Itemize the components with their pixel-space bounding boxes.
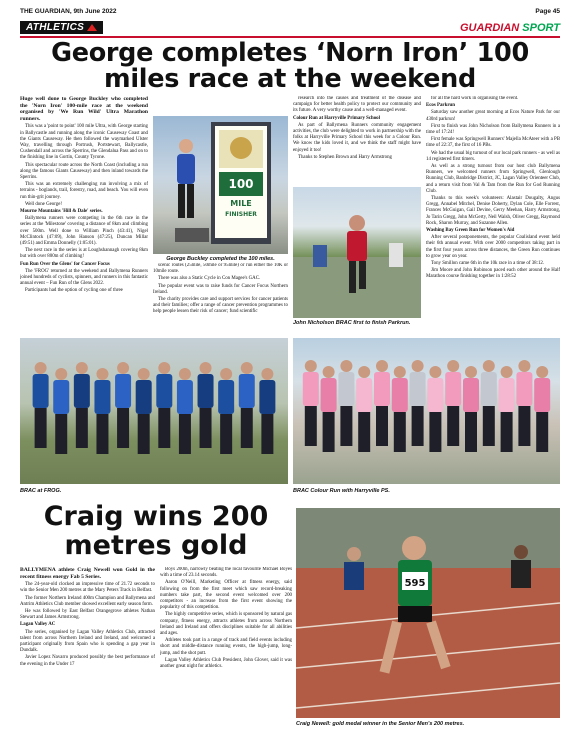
person-figure (410, 360, 426, 446)
story2-column-1 (20, 567, 155, 727)
body-paragraph: Saturday saw another great morning at Ecos Nature Park for our 430rd parkrun! (426, 110, 560, 122)
photo-george-finish (153, 116, 288, 254)
story1-headline (20, 40, 560, 92)
person-figure (303, 360, 319, 446)
body-paragraph: research into the causes and treatment of the disease and campaign for better health policy to protect our community and its future. A very worthy cause and a well-managed event. (293, 96, 421, 114)
section-label: ATHLETICS (26, 22, 85, 33)
person-figure (156, 362, 172, 448)
sign-100-text: 100 (228, 177, 254, 191)
person-figure (481, 360, 497, 446)
body-paragraph: Jim Moore and John Robinson paced each other around the Half Marathon course finishing together in 1:28:52 (426, 268, 560, 280)
paper-date: THE GUARDIAN, 9th June 2022 (20, 7, 117, 15)
person-figure (218, 368, 234, 454)
brand-guardian: GUARDIAN (459, 21, 520, 34)
body-paragraph: After several postponements, the popular Coalisland event held their 6th annual event. With over 2000 competitors taking part in the first four years across three distances, the Green Run continues to grow year on year. (426, 235, 560, 259)
story1-column-3 (293, 96, 421, 184)
subheading: Ecos Parkrun (426, 103, 455, 109)
body-paragraph: Athletes took part in a range of track and field events including short and middle-distance running events, the high-jump, long-jump, and the shot putt. (160, 638, 292, 656)
body-paragraph: The 24-year-old clocked an impressive time of 21.72 seconds to win the Senior Men 200 metres at the Mary Peters Track in Belfast. (20, 582, 155, 594)
story2-headline-line2: metres gold (64, 530, 248, 561)
person-figure (392, 366, 408, 452)
photo-nicholson-parkrun (293, 187, 421, 318)
brand-sport: SPORT (522, 21, 560, 34)
lead-paragraph: Huge well done to George Buckley who completed the 'Norn Iron' 100-mile race at the weekend organised by 'We Run Wild' Ultra Marathon runners. (20, 96, 148, 122)
subheading: Washing Bay Green Run for Women's Aid (426, 228, 515, 234)
person-figure (534, 366, 550, 452)
body-paragraph: The former Northern Ireland 400m Champion and Ballymena and Antrim Athletics Club member showed excellent early season form. (20, 595, 155, 607)
body-paragraph: As part of Ballymena Runners community engagement activities, the club were delighted to work in partnership with the folks at Harryville Primary School this week for a Colour Run. We know the kids loved it, and we think the staff might have enjoyed it too! (293, 122, 421, 153)
photo-brac-frog-caption: BRAC at FROG. (20, 488, 62, 494)
body-paragraph: Lagan Valley Athletics Club President, John Glover, said it was another great night for athletics. (160, 657, 292, 670)
photo-craig-art (296, 508, 560, 718)
photo-parkrun-art (293, 187, 421, 318)
person-figure (136, 368, 152, 454)
body-paragraph: for all the hard work in organising the event. (431, 96, 519, 101)
person-figure (33, 362, 49, 448)
photo-george-finish-art (153, 116, 288, 254)
person-figure (239, 362, 255, 448)
body-paragraph: First female was Springwell Runners' Majella McAteer with a PB time of 22:37, the first of 16 PBs. (426, 137, 560, 149)
person-figure (516, 360, 532, 446)
runner-bib-number: 595 (404, 578, 426, 589)
photo-brac-frog-art (20, 338, 288, 484)
subheading: Colour Run at Harryville Primary School (293, 115, 380, 121)
photo-brac-frog (20, 338, 288, 484)
body-paragraph: Tony Smillon came 6th in the 10k race in a time of 38:12. (431, 261, 545, 267)
person-figure (53, 368, 69, 454)
person-figure (198, 362, 214, 448)
photo-craig-caption: Craig Newell: gold medal winner in the Senior Men's 200 metres. (296, 721, 465, 727)
triangle-icon (87, 24, 97, 31)
body-paragraph: Thanks to this week's volunteers: Alastair Dougalty, Angus Gregg, Annabel Mitchel, Denise Doherty, Dylan Cole, Elle Forrest, Frances McGuigan, Gail Devine, Gerry Meehan, Harry Armstrong, Jo Tarin Gregg, John McGerty, Neil Walsh, Oliver Gregg, Raymond Rock, Sharon Murray, and Suzanne Allen. (426, 196, 560, 226)
page-topbar (20, 4, 560, 18)
body-paragraph: As well as a strong turnout from our host club Ballymena Runners, we welcomed runners from Springwell, Glenlough Running Club, Banbridge District, JC, Lagan Valley Orienteer Club, and a return visit from Val & Tam from the Run for God Running Club. (426, 164, 560, 194)
body-paragraph: The next race in the series is at Loughshannagh covering 8km but with over 800m of climbing! (20, 248, 148, 260)
person-figure (445, 360, 461, 446)
body-paragraph: Ballymena runners were competing in the 6th race in the series at the 'Milestone' covering a distance of 8km and climbing over 500m. Well done to William Pinch (43:41), Nigel McClintock (47:09), John Hanson (47:25), Duncan Millar (49:51) and Emma Donnelly (1:05:01). (20, 216, 148, 247)
person-figure (499, 366, 515, 452)
body-paragraph: Well done George! (25, 201, 62, 207)
photo-craig-newell (296, 508, 560, 718)
sign-finisher-text: FINISHER (225, 211, 257, 218)
person-figure (115, 362, 131, 448)
story2-headline-line1: Craig wins 200 (43, 501, 269, 532)
story1-column-1 (20, 96, 148, 332)
body-paragraph: First to finish was John Nicholson from Ballymena Runners in a time of 17:24! (426, 123, 560, 136)
photo-george-caption: George Buckley completed the 100 miles. (166, 256, 275, 262)
person-figure (321, 366, 337, 452)
person-figure (259, 368, 275, 454)
lead-paragraph: BALLYMENA athlete Craig Newell won Gold in the recent fitness energy Fab 5 Series. (20, 567, 155, 580)
body-paragraph: This was a 'point to point' 100 mile Ultra, with George starting in Ballycastle and running along the iconic Causeway Coast and the Giants Causeway. He then followed the waymarked Ulster Way, travelling through Portrush, Portstewart, Ballycastle, Cushendall and across the Sperrins, the Glendalua Pass and on to the finishing line in Gortin, County Tyrone. (20, 124, 148, 161)
story2-column-2 (160, 567, 292, 727)
body-paragraph: There was also a Static Cycle in Con Magee's GAC. (158, 276, 261, 282)
photo-colour-run (293, 338, 560, 484)
story1-column-4 (426, 96, 560, 336)
story1-headline-line1: George completes ‘Norn Iron’ 100 (51, 38, 529, 68)
body-paragraph: Thanks to Stephen Brown and Harry Armstrong (298, 154, 392, 160)
page-number: Page 45 (535, 7, 560, 15)
person-figure (427, 366, 443, 452)
body-paragraph: Javier Lopez Navarro produced possibly the best performance of the evening in the Under 17 (20, 655, 155, 667)
story2-headline (20, 502, 292, 560)
person-figure (177, 368, 193, 454)
person-figure (374, 360, 390, 446)
person-figure (338, 360, 354, 446)
body-paragraph: Boys 200m, narrowly beating the local favourite Michael Boyes with a time of 23.14 seconds. (160, 567, 292, 579)
body-paragraph: scenic routes (25mile, 50mile or 95mile) or run either the 10K or 10mile route. (153, 263, 288, 275)
person-figure (356, 366, 372, 452)
body-paragraph: Participants had the option of cycling one of three (25, 288, 123, 294)
section-badge (20, 21, 103, 34)
photo-colour-run-caption: BRAC Colour Run with Harryville PS. (293, 488, 390, 494)
body-paragraph: The highly competitive series, which is sponsored by natural gas company, fitness energy, attracts athletes from across Northern Ireland and Ireland and offers disciplines suitable for all abilities and ages. (160, 612, 292, 637)
photo-colour-run-art (293, 338, 560, 484)
section-bar (20, 20, 560, 35)
body-paragraph: The charity provides care and support services for cancer patients and their families; offer a range of cancer prevention programmes to help people lessen their risk of cancer; fund scientific (153, 297, 288, 315)
person-figure (74, 362, 90, 448)
body-paragraph: Aaron O'Neill, Marketing Officer at fitness energy, said following on from the first meet which saw record-breaking numbers take part, the second event welcomed over 200 competitors - an increase from the first event showing the popularity of this competition. (160, 580, 292, 611)
subheading: Mourne Mountains 'Hill & Dale' series. (20, 209, 103, 215)
body-paragraph: This was an extremely challenging run involving a mix of terrains - boglands, trail, forestry, road, and beach. You will even run thin-grit journey. (20, 182, 148, 200)
body-paragraph: He was followed by East Belfast Orangegrove athletes Nathan Stewart and James Armstrong. (20, 609, 155, 621)
person-figure (94, 368, 110, 454)
sign-mile-text: MILE (230, 199, 252, 208)
body-paragraph: The series, organised by Lagan Valley Athletics Club, attracted talent from across Northern Ireland and Ireland, and welcomed a participant originally from Spain who is spending a gap year in Dundalk. (20, 629, 155, 654)
body-paragraph: The popular event was to raise funds for Cancer Focus Northern Ireland. (153, 283, 288, 295)
brand-logo (460, 22, 560, 34)
person-figure (463, 366, 479, 452)
photo-parkrun-caption: John Nicholson BRAC first to finish Parkrun. (293, 320, 411, 326)
subheading: Lagan Valley AC (20, 622, 56, 628)
story1-column-2 (153, 263, 288, 335)
body-paragraph: We had the usual big turnout of our local park runners - as well as 14 registered first timers. (426, 150, 560, 162)
story1-headline-line2: miles race at the weekend (104, 64, 476, 94)
subheading: Fun Run Over the Glens' for Cancer Focus (20, 261, 110, 267)
body-paragraph: The 'FROG' returned at the weekend and Ballymena Runners joined hundreds of cyclists, spinners, and runners in this fantastic annual event – Fun Run of the Glens 2022. (20, 268, 148, 287)
body-paragraph: This spectacular route across the North Coast (including a run along the famous Giants Causeway) and then inland towards the Sperrins. (20, 162, 148, 180)
